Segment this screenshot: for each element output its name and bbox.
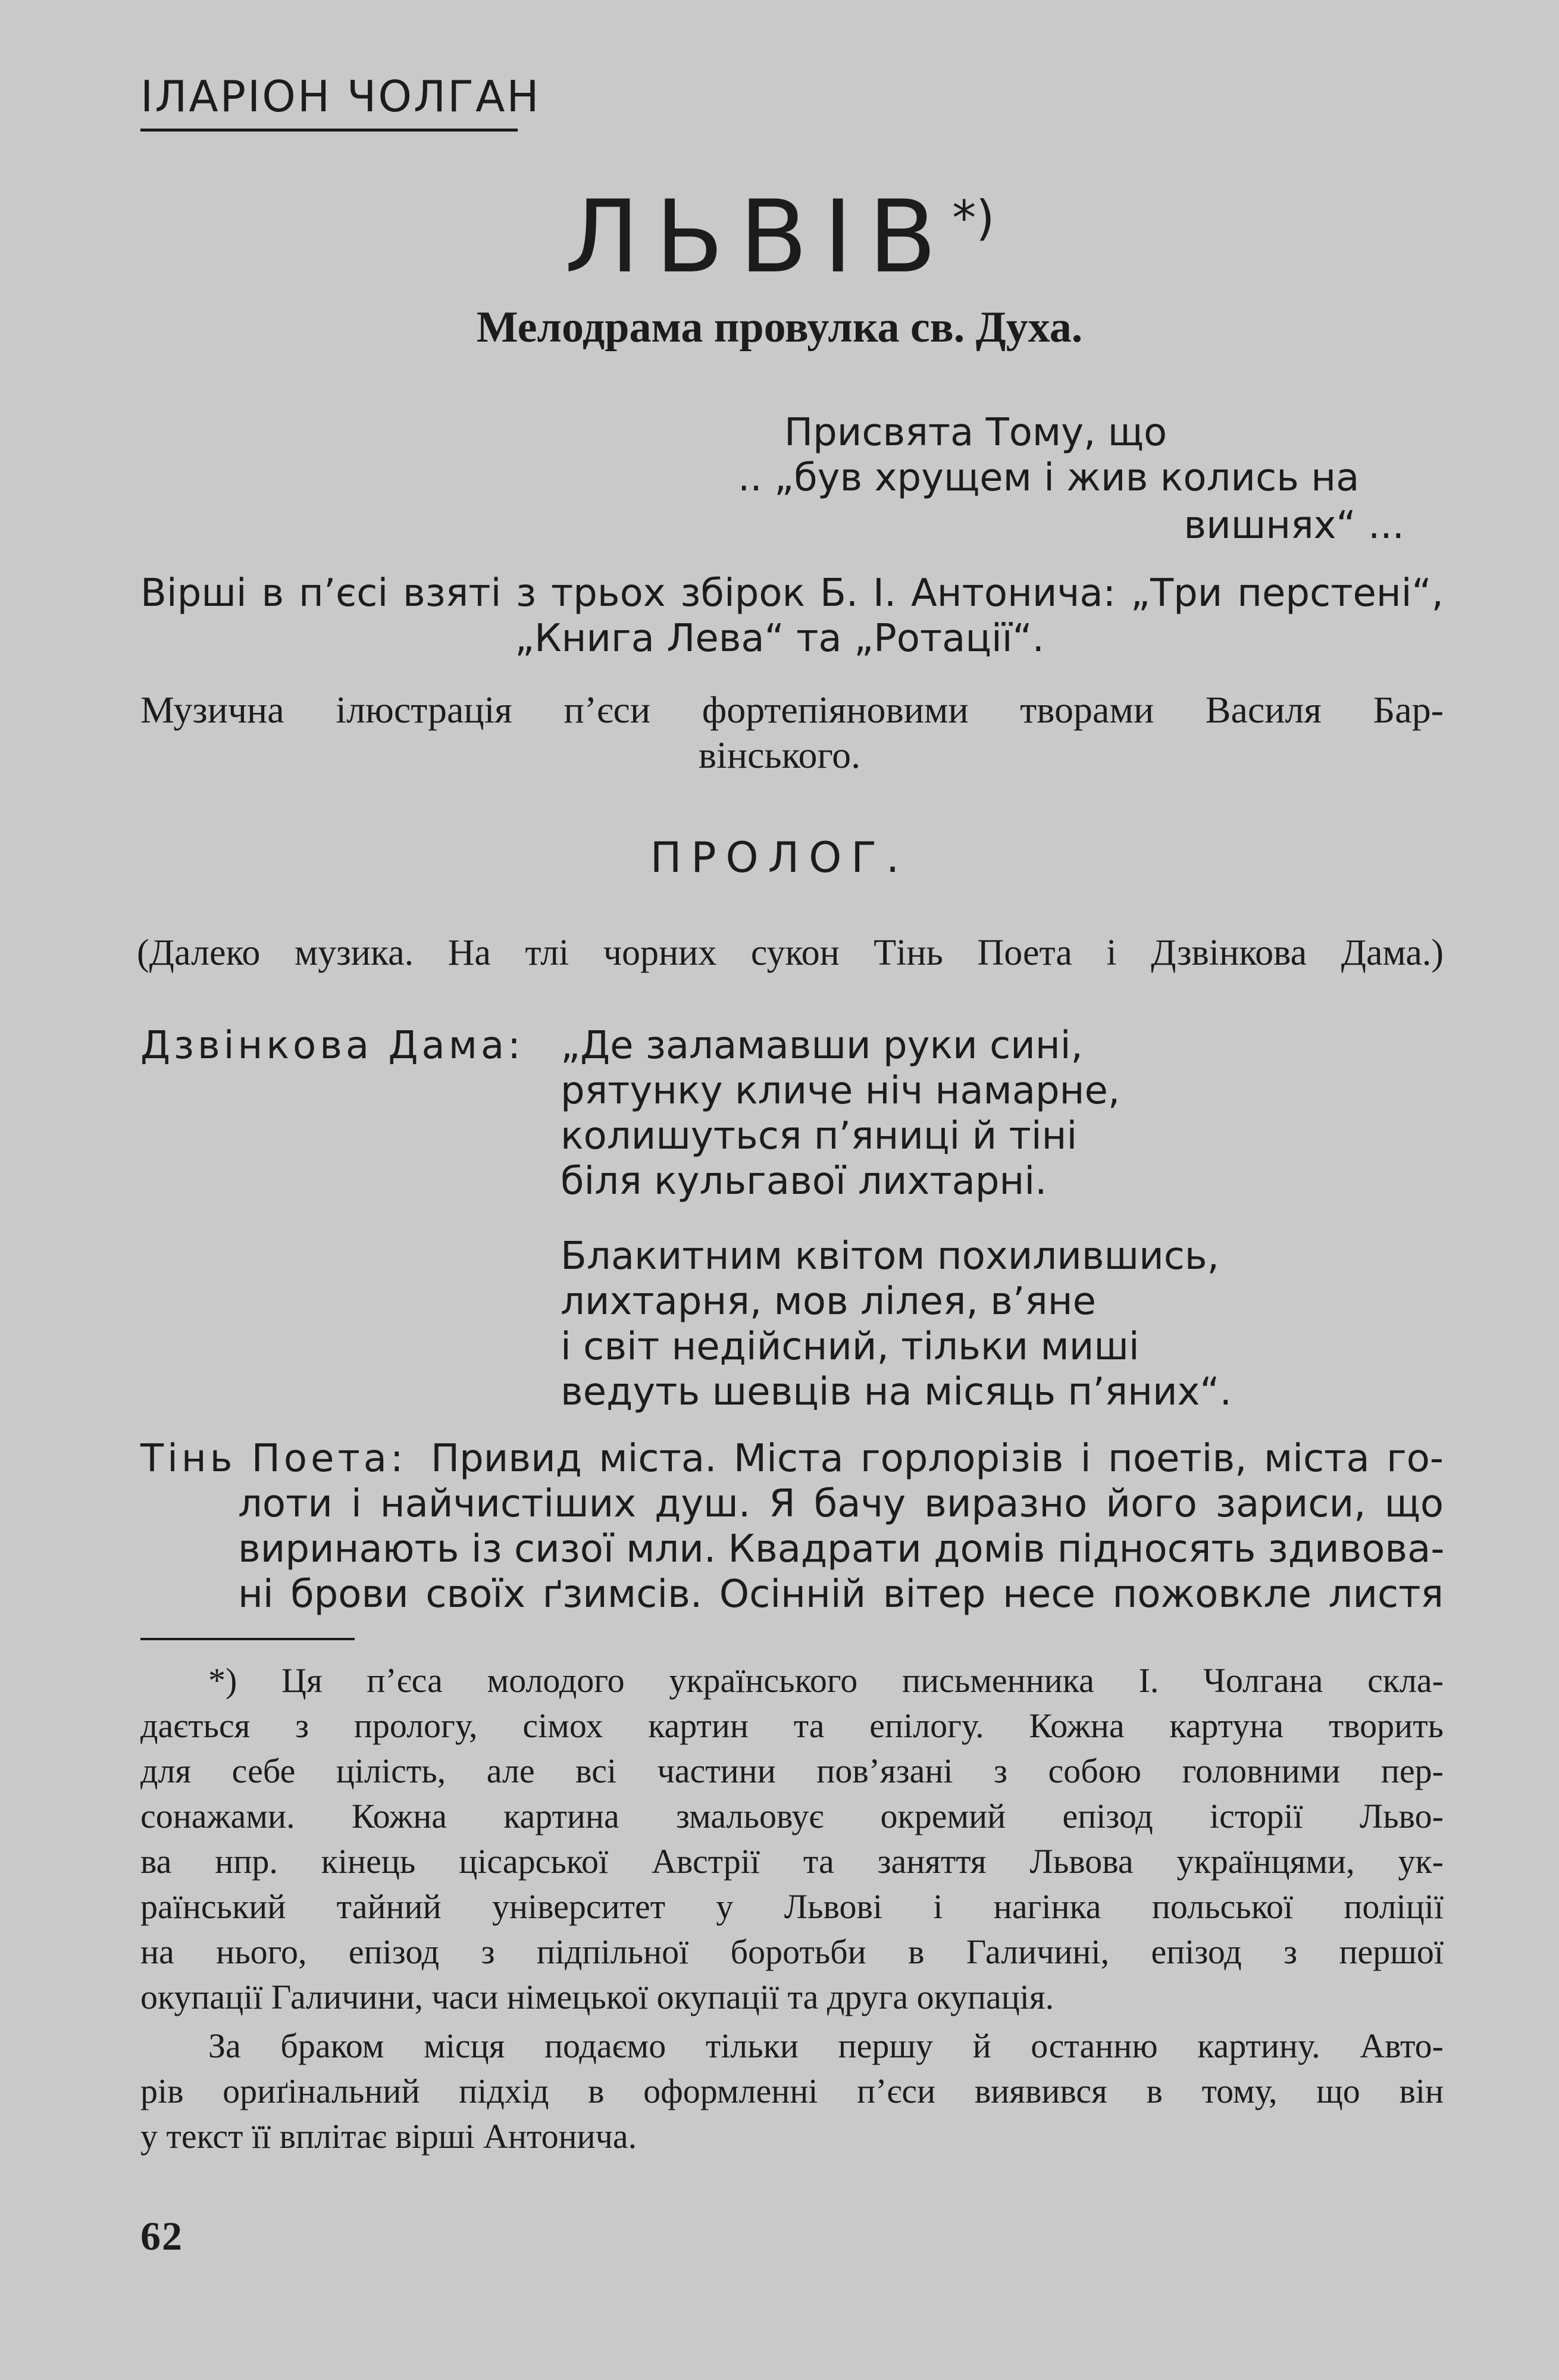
footnote-divider (140, 1638, 355, 1640)
stanza1-line-2: рятунку кличе ніч намарне, (561, 1069, 1120, 1113)
music-note-line-2: вінського. (698, 734, 861, 776)
page-number: 62 (140, 2213, 183, 2259)
footnote-line-5: ва нпр. кінець цісарської Австрії та заняття Львова українцями, ук- (140, 1842, 1444, 1881)
stanza2-line-1: Блакитним квітом похилившись, (561, 1234, 1219, 1278)
music-note-line-1: Музична ілюстрація п’єси фортепіяновими творами Василя Бар- (140, 689, 1444, 731)
footnote-line-3: для себе цілість, але всі частини пов’язані з собою головними пер- (140, 1752, 1444, 1790)
page-title (0, 179, 1559, 295)
footnote-marker: *) (952, 190, 995, 246)
footnote-line-1: *) Ця п’єса молодого українського письменника І. Чолгана скла- (208, 1661, 1444, 1700)
verses-note-line-1: Вірші в п’єсі взяті з трьох збірок Б. І. Антонича: „Три перстені“, (140, 571, 1444, 615)
stage-direction: (Далеко музика. На тлі чорних сукон Тінь Поета і Дзвінкова Дама.) (137, 933, 1444, 973)
speech-line-2: лоти і найчистіших душ. Я бачу виразно його зариси, що (238, 1482, 1444, 1526)
footnote-line-11: у текст її вплітає вірші Антонича. (140, 2117, 637, 2156)
subtitle: Мелодрама провулка св. Духа. (476, 303, 1083, 352)
verses-note-line-2: „Книга Лева“ та „Ротації“. (514, 617, 1045, 661)
footnote-line-8: окупації Галичини, часи німецької окупації та друга окупація. (140, 1978, 1054, 2016)
speaker-label: Тінь Поета: (140, 1437, 407, 1481)
stanza2-line-2: лихтарня, мов лілея, в’яне (561, 1280, 1096, 1324)
author-name: ІЛАРІОН ЧОЛГАН (140, 71, 541, 121)
author-underline (140, 129, 518, 132)
speaker-label: Дзвінкова Дама: (140, 1024, 524, 1068)
footnote-line-4: сонажами. Кожна картина змальовує окремий епізод історії Льво- (140, 1797, 1444, 1835)
stanza2-line-3: і світ недійсний, тільки миші (561, 1325, 1139, 1369)
footnote-line-9: За браком місця подаємо тільки першу й останню картину. Авто- (208, 2026, 1444, 2065)
stanza2-line-4: ведуть шевців на місяць п’яних“. (561, 1370, 1232, 1414)
speech-line-4: ні брови своїх ґзимсів. Осінній вітер несе пожовкле листя (238, 1572, 1444, 1616)
footnote-line-2: дається з прологу, сімох картин та епілогу. Кожна картуна творить (140, 1706, 1444, 1745)
speech-line-3: виринають із сизої мли. Квадрати домів підносять здивова- (238, 1527, 1445, 1571)
dedication-line-2: .. „був хрущем і жив колись на (738, 456, 1360, 500)
footnote-line-6: раїнський тайний університет у Львові і нагінка польської поліції (140, 1887, 1444, 1926)
speech-line-1: Привид міста. Міста горлорізів і поетів, міста го- (431, 1437, 1444, 1481)
stanza1-line-1: „Де заламавши руки сині, (561, 1024, 1083, 1068)
stanza1-line-4: біля кульгавої лихтарні. (561, 1159, 1047, 1203)
footnote-line-7: на нього, епізод з підпільної боротьби в Галичині, епізод з першої (140, 1932, 1444, 1971)
footnote-line-10: рів ориґінальний підхід в оформленні п’єси виявився в тому, що він (140, 2072, 1444, 2110)
dedication-line-1: Присвята Тому, що (784, 411, 1167, 455)
title-text: ЛЬВІВ (564, 179, 953, 295)
section-heading: ПРОЛОГ. (650, 833, 909, 882)
stanza1-line-3: колишуться п’яниці й тіні (561, 1114, 1078, 1158)
dedication-line-3: вишнях“ ... (1184, 503, 1404, 548)
